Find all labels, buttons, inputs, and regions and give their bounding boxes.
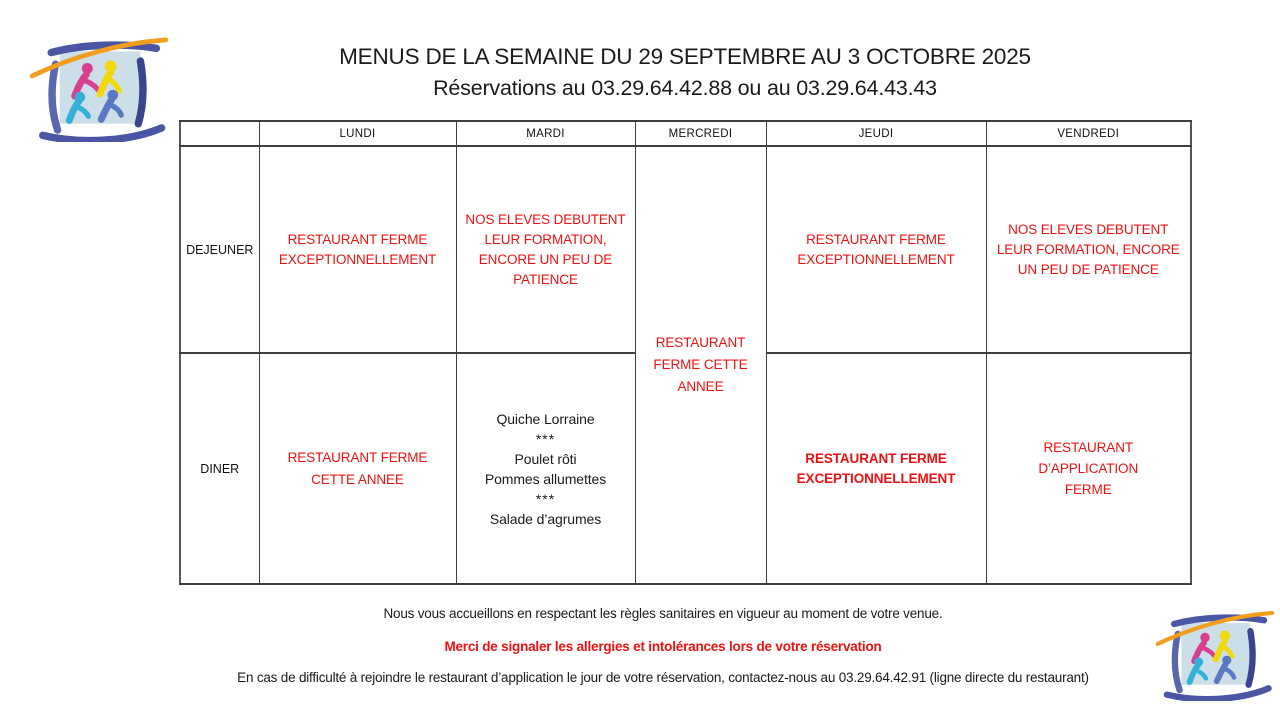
school-association-logo-icon xyxy=(30,30,168,142)
closed-notice-bold: RESTAURANT FERME EXCEPTIONNELLEMENT xyxy=(796,450,956,486)
cell-mercredi-merged xyxy=(635,146,766,584)
course-separator: *** xyxy=(535,430,556,447)
closed-notice: RESTAURANT FERME EXCEPTIONNELLEMENT xyxy=(278,231,437,267)
day-header-mardi: MARDI xyxy=(456,121,635,146)
cell-dejeuner-mardi xyxy=(456,146,635,353)
training-notice: NOS ELEVES DEBUTENT LEUR FORMATION, ENCORE UN PEU DE PATIENCE xyxy=(465,211,626,287)
weekly-menu-table xyxy=(179,120,1192,585)
allergies-warning-note: Merci de signaler les allergies et intolérances lors de votre réservation xyxy=(444,639,882,654)
sanitary-rules-note: Nous vous accueillons en respectant les règles sanitaires en vigueur au moment de votre venue. xyxy=(383,606,943,621)
menu-course-starter: Quiche Lorraine xyxy=(496,410,595,427)
menu-course-main: Poulet rôti xyxy=(514,450,577,467)
day-header-vendredi: VENDREDI xyxy=(986,121,1191,146)
cell-diner-vendredi xyxy=(986,353,1191,584)
reservation-phone-line: Réservations au 03.29.64.42.88 ou au 03.29.64.43.43 xyxy=(433,76,937,100)
menu-course-side: Pommes allumettes xyxy=(484,470,607,487)
document-header xyxy=(180,42,1190,104)
corner-cell xyxy=(180,121,259,146)
cell-dejeuner-lundi xyxy=(259,146,456,353)
closed-notice: RESTAURANT FERME EXCEPTIONNELLEMENT xyxy=(797,231,955,267)
closed-notice: RESTAURANT FERME CETTE ANNEE xyxy=(653,335,748,394)
menu-course-dessert: Salade d’agrumes xyxy=(489,510,602,527)
cell-diner-mardi-menu xyxy=(456,353,635,584)
meal-row-label-dejeuner: DEJEUNER xyxy=(180,146,259,353)
course-separator: *** xyxy=(535,490,556,507)
dejeuner-row xyxy=(180,146,1191,353)
day-header-row xyxy=(180,121,1191,146)
closed-notice: RESTAURANT FERME CETTE ANNEE xyxy=(287,449,428,487)
contact-difficulty-note: En cas de difficulté à rejoindre le restaurant d’application le jour de votre réservation, contactez-nous au 03.29.64.42.91 (ligne directe du restaurant) xyxy=(237,670,1089,685)
cell-dejeuner-jeudi xyxy=(766,146,986,353)
training-notice: NOS ELEVES DEBUTENT LEUR FORMATION, ENCORE UN PEU DE PATIENCE xyxy=(996,221,1180,277)
cell-diner-jeudi xyxy=(766,353,986,584)
day-header-jeudi: JEUDI xyxy=(766,121,986,146)
cell-diner-lundi xyxy=(259,353,456,584)
page-title: MENUS DE LA SEMAINE DU 29 SEPTEMBRE AU 3 OCTOBRE 2025 xyxy=(339,44,1031,69)
day-header-lundi: LUNDI xyxy=(259,121,456,146)
day-header-mercredi: MERCREDI xyxy=(635,121,766,146)
meal-row-label-diner: DINER xyxy=(180,353,259,584)
cell-dejeuner-vendredi xyxy=(986,146,1191,353)
closed-notice: RESTAURANT D’APPLICATION FERME xyxy=(1038,440,1139,497)
footer-notes xyxy=(46,606,1280,686)
